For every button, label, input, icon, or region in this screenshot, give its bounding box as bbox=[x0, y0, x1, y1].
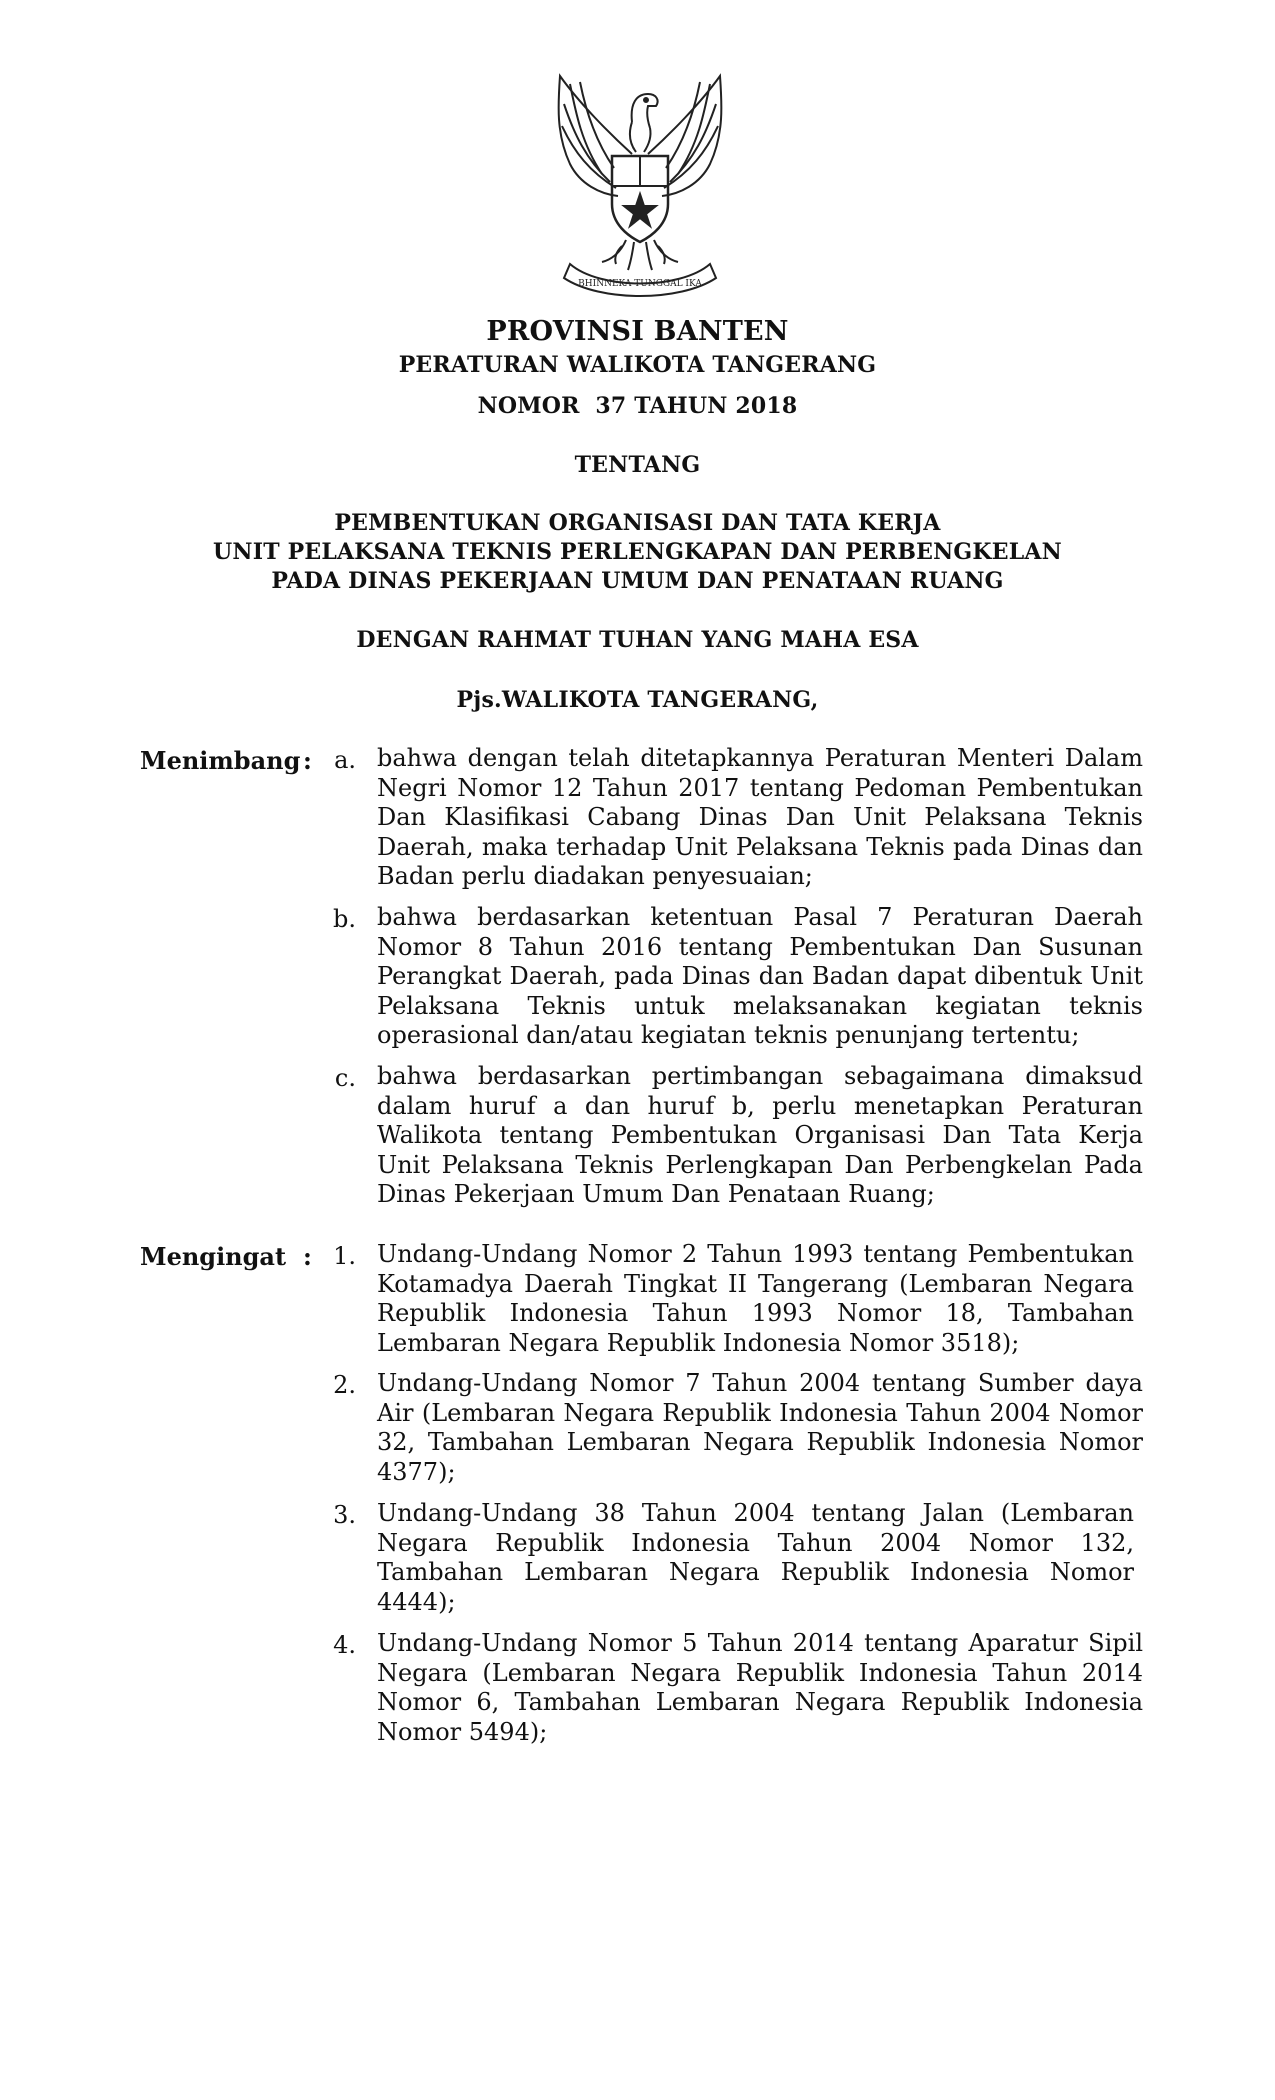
emblem-motto: BHINNEKA TUNGGAL IKA bbox=[578, 279, 702, 289]
mengingat-label: Mengingat bbox=[140, 1242, 287, 1271]
mengingat-item-3: Undang-Undang 38 Tahun 2004 tentang Jalan (Lembaran Negara Republik Indonesia Tahun 2004 Nomor 132, Tambahan Lembaran Negara Republik Indonesia Nomor 4444); bbox=[377, 1499, 1134, 1616]
menimbang-item-c: bahwa berdasarkan pertimbangan sebagaimana dimaksud dalam huruf a dan huruf b, perlu menetapkan Peraturan Walikota tentang Pembentukan Organisasi Dan Tata Kerja Unit Pelaksana Teknis Perlengkapan Dan Perbengkelan Pada Dinas Pekerjaan Umum Dan Penataan Ruang; bbox=[377, 1062, 1143, 1208]
menimbang-marker-b: b. bbox=[333, 905, 356, 933]
mengingat-marker-4: 4. bbox=[333, 1631, 356, 1659]
mengingat-colon: : bbox=[303, 1242, 312, 1271]
mengingat-item-4: Undang-Undang Nomor 5 Tahun 2014 tentang Aparatur Sipil Negara (Lembaran Negara Republik Indonesia Tahun 2014 Nomor 6, Tambahan Lembaran Negara Republik Indonesia Nomor 5494); bbox=[377, 1629, 1143, 1746]
menimbang-marker-a: a. bbox=[334, 746, 356, 774]
blessing-heading: DENGAN RAHMAT TUHAN YANG MAHA ESA bbox=[356, 627, 919, 653]
mengingat-marker-3: 3. bbox=[333, 1501, 356, 1529]
regulation-heading: PERATURAN WALIKOTA TANGERANG bbox=[398, 352, 877, 378]
mengingat-marker-2: 2. bbox=[333, 1371, 356, 1399]
menimbang-item-b: bahwa berdasarkan ketentuan Pasal 7 Peraturan Daerah Nomor 8 Tahun 2016 tentang Pembentukan Dan Susunan Perangkat Daerah, pada Dinas dan Badan dapat dibentuk Unit Pelaksana Teknis untuk melaksanakan kegiatan teknis operasional dan/atau kegiatan teknis penunjang tertentu; bbox=[377, 903, 1143, 1049]
menimbang-label: Menimbang bbox=[140, 746, 301, 775]
province-heading: PROVINSI BANTEN bbox=[486, 316, 789, 347]
menimbang-marker-c: c. bbox=[334, 1064, 356, 1092]
about-heading: TENTANG bbox=[574, 452, 701, 478]
mengingat-item-1: Undang-Undang Nomor 2 Tahun 1993 tentang Pembentukan Kotamadya Daerah Tingkat II Tangerang (Lembaran Negara Republik Indonesia Tahun 1993 Nomor 18, Tambahan Lembaran Negara Republik Indonesia Nomor 3518); bbox=[377, 1240, 1134, 1357]
menimbang-colon: : bbox=[303, 746, 312, 775]
mengingat-item-2: Undang-Undang Nomor 7 Tahun 2004 tentang Sumber daya Air (Lembaran Negara Republik Indonesia Tahun 2004 Nomor 32, Tambahan Lembaran Negara Republik Indonesia Nomor 4377); bbox=[377, 1369, 1143, 1486]
menimbang-item-a: bahwa dengan telah ditetapkannya Peraturan Menteri Dalam Negri Nomor 12 Tahun 2017 tentang Pedoman Pembentukan Dan Klasifikasi Cabang Dinas Dan Unit Pelaksana Teknis Daerah, maka terhadap Unit Pelaksana Teknis pada Dinas dan Badan perlu diadakan penyesuaian; bbox=[377, 744, 1143, 890]
mengingat-marker-1: 1. bbox=[333, 1242, 356, 1270]
title-line-3: PADA DINAS PEKERJAAN UMUM DAN PENATAAN RUANG bbox=[271, 568, 1004, 594]
garuda-pancasila-emblem-icon bbox=[540, 64, 740, 304]
official-heading: Pjs.WALIKOTA TANGERANG, bbox=[456, 687, 819, 713]
title-line-2: UNIT PELAKSANA TEKNIS PERLENGKAPAN DAN PERBENGKELAN bbox=[213, 539, 1062, 565]
title-line-1: PEMBENTUKAN ORGANISASI DAN TATA KERJA bbox=[334, 510, 941, 536]
regulation-number: NOMOR 37 TAHUN 2018 bbox=[477, 393, 798, 419]
